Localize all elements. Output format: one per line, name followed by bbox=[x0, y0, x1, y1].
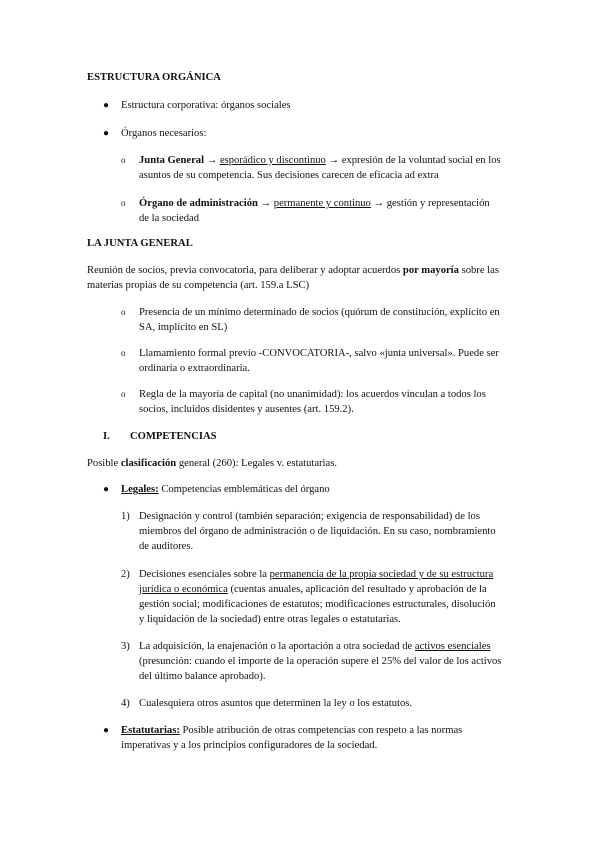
junta-item: Presencia de un mínimo determinado de socios (quórum de constitución, explícito en bbox=[139, 307, 500, 318]
junta-item-cont: SA, implícito en SL) bbox=[139, 322, 228, 333]
circle-bullet-icon: o bbox=[121, 307, 126, 317]
junta-item: Llamamiento formal previo -CONVOCATORIA-, salvo «junta universal». Puede ser bbox=[139, 348, 499, 359]
section-title-junta: LA JUNTA GENERAL bbox=[87, 238, 193, 249]
text: Posible bbox=[87, 458, 121, 469]
circle-bullet-icon: o bbox=[121, 198, 126, 208]
list-number: 1) bbox=[121, 511, 130, 522]
list-number: 3) bbox=[121, 641, 130, 652]
list-item-text bbox=[139, 567, 493, 582]
legales-line bbox=[121, 482, 330, 497]
bullet-icon: ● bbox=[103, 100, 110, 111]
estatutarias-label: Estatutarias: bbox=[121, 725, 180, 736]
list-item-text: Cualesquiera otros asuntos que determinen la ley o los estatutos. bbox=[139, 698, 413, 709]
estatutarias-cont: imperativas y a los principios configuradores de la sociedad. bbox=[121, 740, 378, 751]
list-number: 2) bbox=[121, 569, 130, 580]
organ-item-junta-cont: asuntos de su competencia. Sus decisiones carecen de eficacia ad extra bbox=[139, 170, 439, 181]
text: Reunión de socios, previa convocatoria, para deliberar y adoptar acuerdos bbox=[87, 265, 403, 276]
list-number: 4) bbox=[121, 698, 130, 709]
list-item-text: del último balance aprobado). bbox=[139, 671, 266, 682]
circle-bullet-icon: o bbox=[121, 389, 126, 399]
arrow: → bbox=[204, 155, 220, 166]
bold-text: clasificación bbox=[120, 458, 177, 469]
text: → expresión de la voluntad social en los bbox=[325, 155, 501, 166]
bullet-text: Estructura corporativa: órganos sociales bbox=[121, 100, 291, 111]
underlined-text: permanencia de la propia sociedad y de su estructura bbox=[269, 569, 494, 580]
list-item-text: (presunción: cuando el importe de la operación supere el 25% del valor de los activos bbox=[139, 656, 502, 667]
text: Competencias emblemáticas del órgano bbox=[158, 484, 330, 495]
circle-bullet-icon: o bbox=[121, 155, 126, 165]
text: (cuentas anuales, aplicación del resultado y aprobación de la bbox=[227, 584, 487, 595]
list-item-text: gestión social; modificaciones de estatutos; modificaciones estructurales, disolución bbox=[139, 599, 496, 610]
list-item-text: de auditores. bbox=[139, 541, 194, 552]
list-item-text bbox=[139, 639, 491, 654]
text: La adquisición, la enajenación o la aportación a otra sociedad de bbox=[139, 641, 415, 652]
junta-intro-cont: materias propias de su competencia (art. 159.a LSC) bbox=[87, 280, 310, 291]
text: → gestión y representación bbox=[370, 198, 490, 209]
text: Posible atribución de otras competencias con respeto a las normas bbox=[179, 725, 463, 736]
legales-label: Legales: bbox=[121, 484, 159, 495]
list-item-text bbox=[139, 582, 487, 597]
bullet-icon: ● bbox=[103, 725, 110, 736]
section-title-estructura: ESTRUCTURA ORGÁNICA bbox=[87, 72, 221, 83]
list-item-text: y liquidación de la sociedad) entre otras legales o estatutarias. bbox=[139, 614, 401, 625]
competencias-intro bbox=[87, 456, 337, 471]
term: Junta General bbox=[139, 155, 205, 166]
bold-text: por mayoría bbox=[402, 265, 459, 276]
junta-item-cont: socios, incluidos disidentes y ausentes (art. 159.2). bbox=[139, 404, 354, 415]
bullet-text: Órganos necesarios: bbox=[121, 128, 207, 139]
list-item-text: Designación y control (también separación; exigencia de responsabilidad) de los bbox=[139, 511, 480, 522]
term: Órgano de administración bbox=[139, 198, 258, 209]
section-title-competencias: COMPETENCIAS bbox=[130, 431, 217, 442]
section-number: I. bbox=[103, 431, 110, 442]
text: general (260): Legales v. estatutarias. bbox=[176, 458, 337, 469]
organ-item-admin-cont: de la sociedad bbox=[139, 213, 200, 224]
bullet-icon: ● bbox=[103, 484, 110, 495]
bullet-icon: ● bbox=[103, 128, 110, 139]
text: sobre las bbox=[458, 265, 499, 276]
circle-bullet-icon: o bbox=[121, 348, 126, 358]
arrow: → bbox=[257, 198, 274, 209]
junta-item-cont: ordinaria o extraordinaria. bbox=[139, 363, 250, 374]
junta-item: Regla de la mayoría de capital (no unanimidad): los acuerdos vinculan a todos los bbox=[139, 389, 486, 400]
junta-intro bbox=[87, 263, 499, 278]
quality: esporádico y discontinuo bbox=[219, 155, 326, 166]
underlined-text: jurídica o económica bbox=[139, 584, 228, 595]
text: Decisiones esenciales sobre la bbox=[139, 569, 270, 580]
underlined-text: activos esenciales bbox=[414, 641, 491, 652]
list-item-text: miembros del órgano de administración o de liquidación. En su caso, nombramiento bbox=[139, 526, 496, 537]
quality: permanente y continuo bbox=[273, 198, 371, 209]
estatutarias-line bbox=[121, 723, 462, 738]
organ-item-junta bbox=[139, 153, 501, 168]
organ-item-admin bbox=[139, 196, 490, 211]
